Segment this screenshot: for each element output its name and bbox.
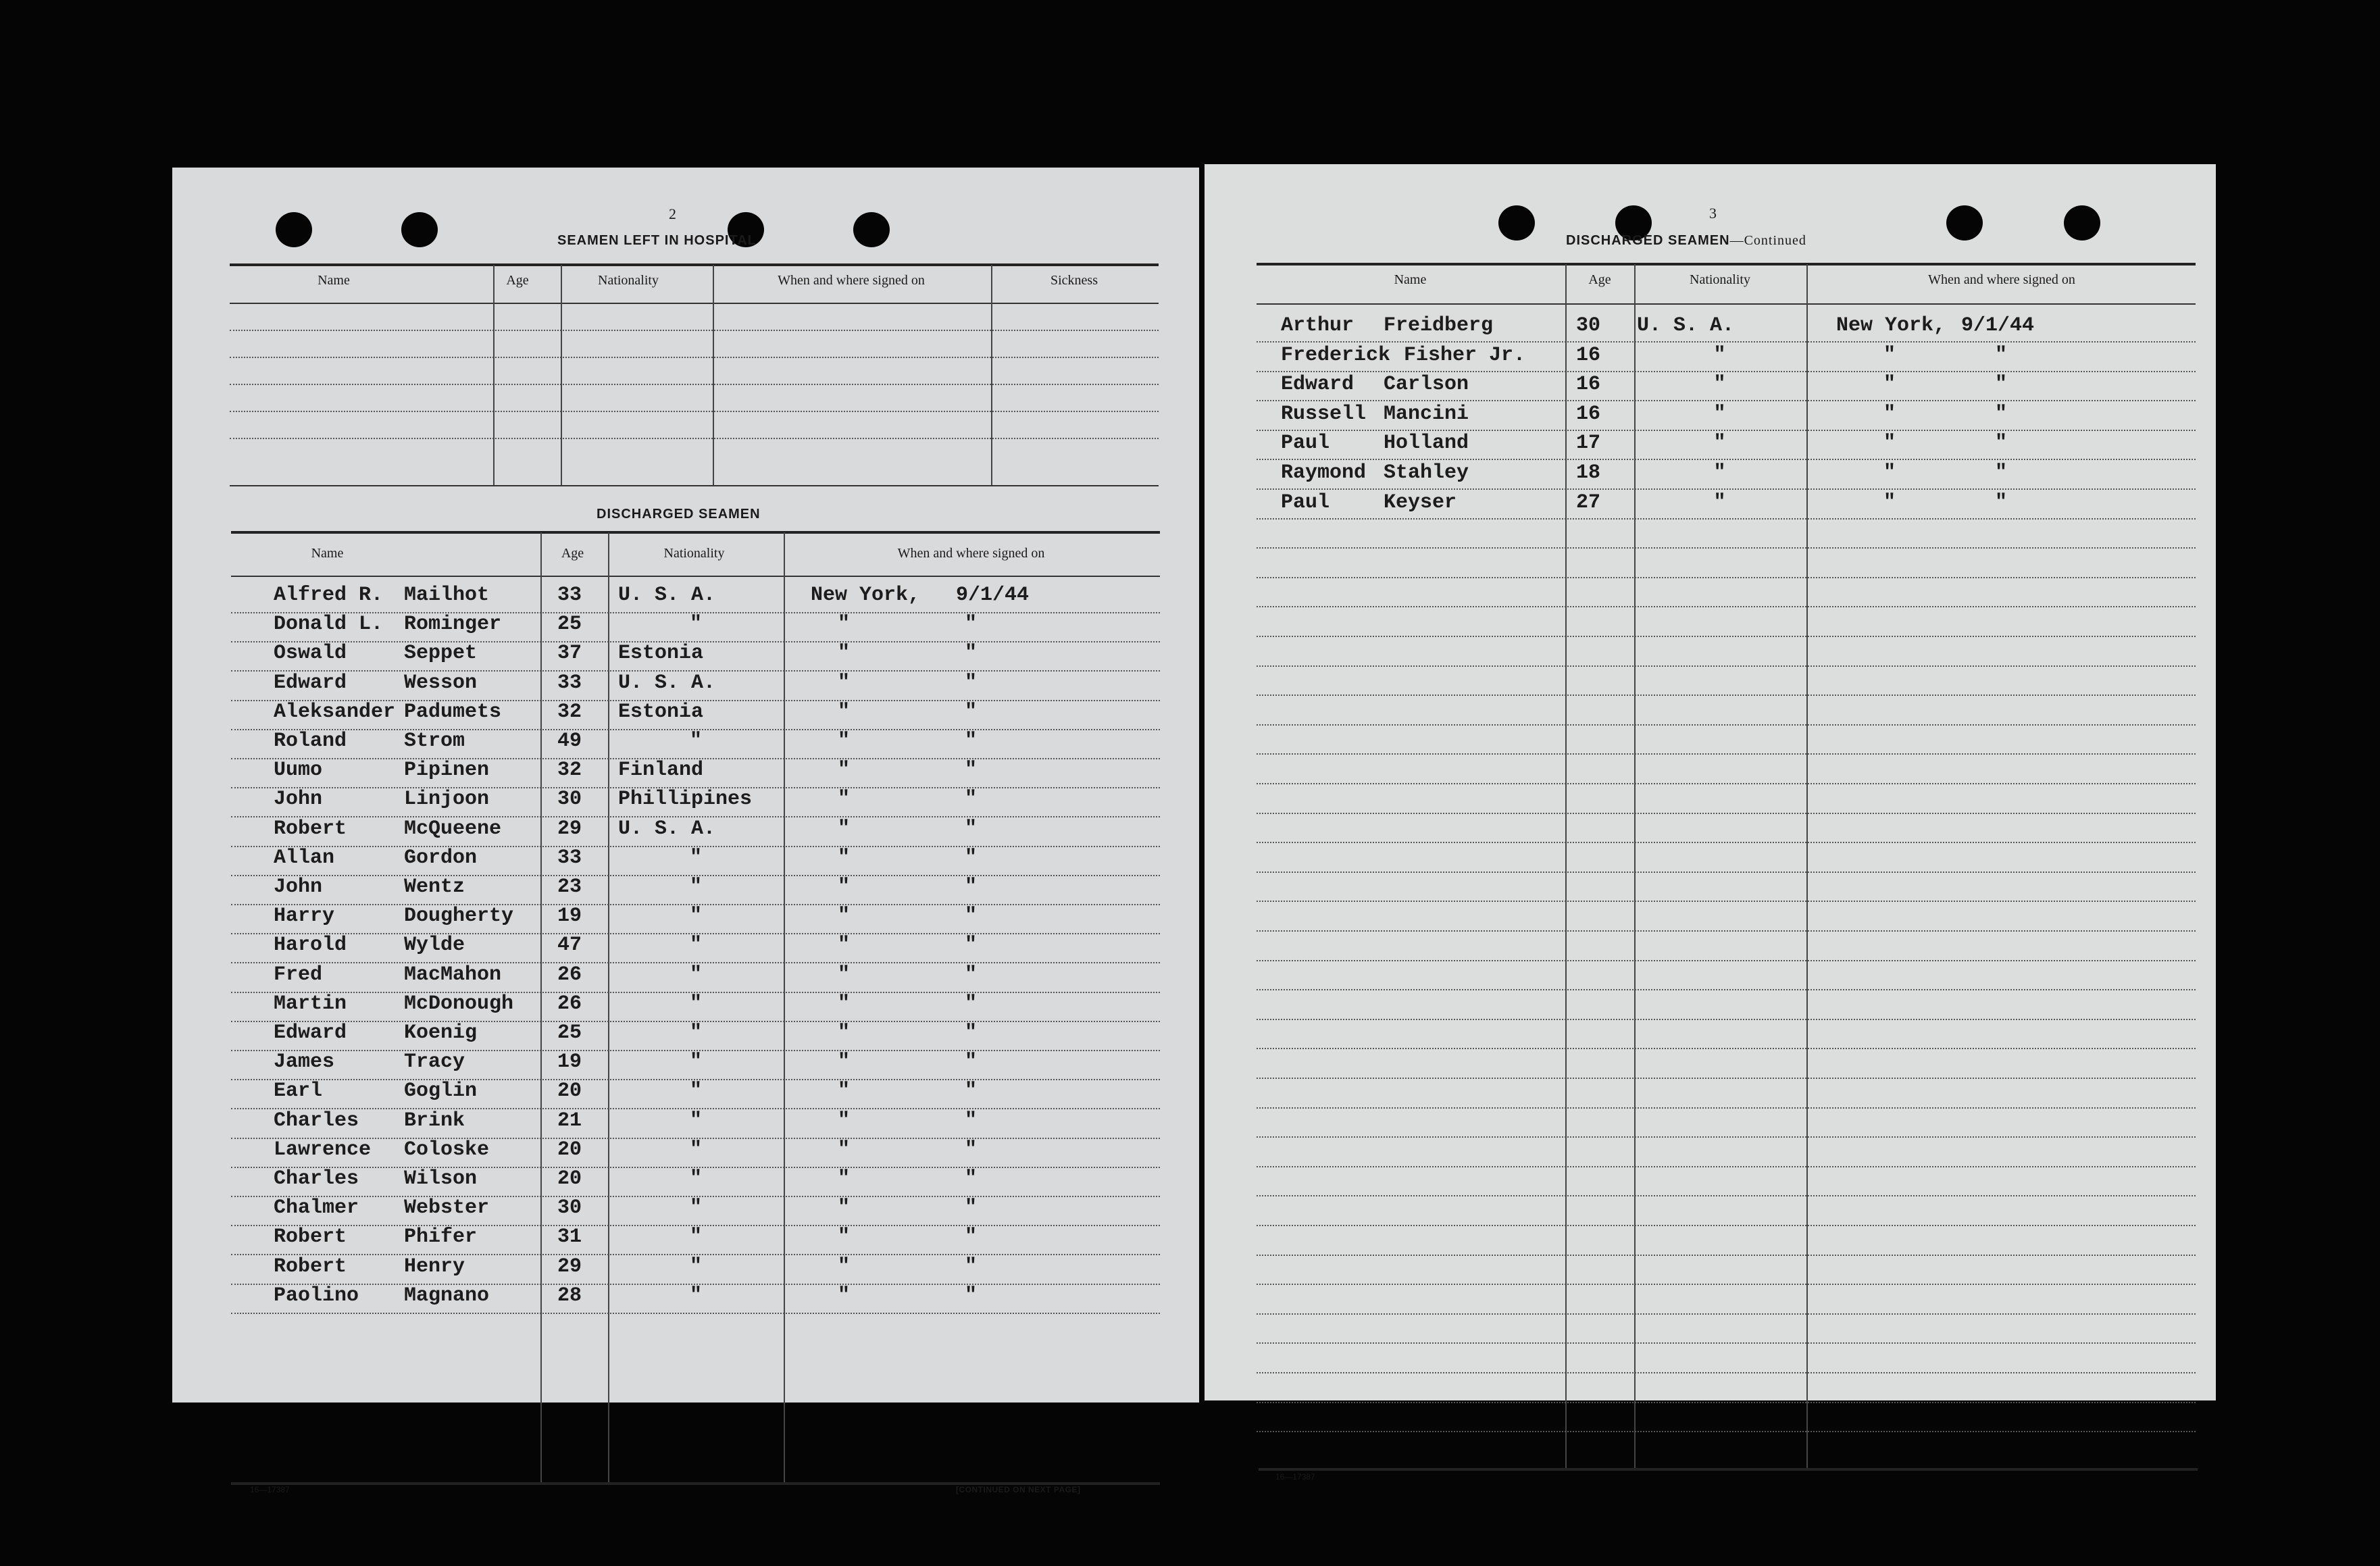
blank-row-line: [230, 384, 1159, 385]
signed-on-date: 9/1/44: [1961, 314, 2035, 337]
seaman-nationality: ": [689, 1284, 702, 1307]
seaman-first-name: Lawrence: [274, 1138, 372, 1161]
seaman-nationality: ": [1713, 343, 1726, 367]
row-line: [231, 1313, 1160, 1314]
seaman-first-name: Paolino: [274, 1284, 359, 1307]
signed-on-place: ": [838, 788, 851, 811]
blank-row-line: [230, 438, 1159, 439]
seaman-first-name: Robert: [274, 1226, 347, 1249]
seaman-first-name: Roland: [274, 730, 347, 753]
signed-on-place: ": [838, 642, 851, 665]
seaman-first-name: Martin: [274, 992, 347, 1015]
page-number: 2: [669, 205, 676, 222]
seaman-last-name: Tracy: [404, 1051, 465, 1074]
signed-on-place: ": [838, 1284, 851, 1307]
seaman-nationality: ": [689, 613, 702, 636]
seaman-last-name: Wylde: [404, 934, 465, 957]
seaman-nationality: ": [1713, 461, 1726, 484]
signed-on-place: ": [838, 1051, 851, 1074]
seaman-last-name: Stahley: [1384, 461, 1469, 484]
header-rule: [230, 303, 1159, 304]
seaman-last-name: Brink: [404, 1109, 465, 1132]
signed-on-place: ": [838, 846, 851, 869]
row-line: [1257, 901, 2196, 902]
row-line: [1257, 1255, 2196, 1256]
blank-row-line: [230, 330, 1159, 331]
signed-on-date: ": [965, 642, 978, 665]
signed-on-place: ": [838, 671, 851, 694]
signed-on-date: ": [965, 1109, 978, 1132]
row-line: [1257, 606, 2196, 607]
seaman-last-name: McDonough: [404, 992, 514, 1015]
signed-on-date: ": [965, 934, 978, 957]
column-divider: [713, 265, 714, 485]
seaman-nationality: ": [689, 1080, 702, 1103]
signed-on-date: ": [965, 730, 978, 753]
seaman-age: 19: [557, 1051, 582, 1074]
row-line: [1257, 842, 2196, 843]
table-bottom-rule: [230, 485, 1159, 486]
seaman-age: 26: [557, 963, 582, 986]
signed-on-place: ": [1883, 343, 1896, 367]
signed-on-date: ": [965, 1138, 978, 1161]
seaman-last-name: Fisher Jr.: [1404, 343, 1526, 367]
seaman-first-name: Robert: [274, 1255, 347, 1278]
row-line: [1257, 1431, 2196, 1432]
col-header-signed-on: When and where signed on: [1928, 272, 2075, 287]
seaman-nationality: ": [689, 1255, 702, 1278]
seaman-last-name: Dougherty: [404, 905, 514, 928]
seaman-age: 32: [557, 700, 582, 724]
seaman-last-name: Rominger: [404, 613, 502, 636]
seaman-last-name: Mailhot: [404, 584, 490, 607]
seaman-last-name: McQueene: [404, 817, 502, 840]
seaman-nationality: ": [1713, 402, 1726, 426]
signed-on-date: ": [965, 1226, 978, 1249]
page-number: 3: [1709, 205, 1717, 222]
discharged-continued-title: [1566, 233, 1806, 249]
signed-on-place: ": [838, 1138, 851, 1161]
seaman-age: 21: [557, 1109, 582, 1132]
seaman-first-name: Raymond: [1281, 461, 1367, 484]
signed-on-date: ": [965, 1021, 978, 1044]
signed-on-date: ": [965, 846, 978, 869]
seaman-first-name: Edward: [274, 671, 347, 694]
punch-hole: [2064, 205, 2100, 241]
seaman-age: 20: [557, 1138, 582, 1161]
seaman-age: 25: [557, 613, 582, 636]
seaman-age: 47: [557, 934, 582, 957]
row-line: [1257, 960, 2196, 961]
seaman-nationality: ": [689, 1138, 702, 1161]
col-header-age: Age: [506, 273, 529, 288]
punch-hole: [853, 212, 890, 247]
col-header-signed-on: When and where signed on: [897, 546, 1045, 561]
signed-on-place: ": [838, 1021, 851, 1044]
seaman-last-name: Wentz: [404, 876, 465, 899]
seaman-last-name: Mancini: [1384, 402, 1469, 426]
row-line: [1257, 1019, 2196, 1020]
seaman-nationality: ": [689, 1021, 702, 1044]
signed-on-place: ": [838, 613, 851, 636]
seaman-age: 26: [557, 992, 582, 1015]
seaman-age: 27: [1576, 490, 1601, 514]
seaman-nationality: Phillipines: [618, 788, 753, 811]
seaman-first-name: Edward: [274, 1021, 347, 1044]
row-line: [1257, 371, 2196, 372]
seaman-last-name: Koenig: [404, 1021, 478, 1044]
seaman-nationality: U. S. A.: [1637, 314, 1735, 337]
seaman-age: 32: [557, 759, 582, 782]
header-rule: [231, 576, 1160, 577]
hospital-section-title: SEAMEN LEFT IN HOSPITAL: [557, 233, 757, 248]
table-top-rule: [1257, 263, 2196, 266]
signed-on-date: ": [1995, 461, 2008, 484]
seaman-last-name: Pipinen: [404, 759, 490, 782]
seaman-last-name: Goglin: [404, 1080, 478, 1103]
signed-on-date: ": [965, 1255, 978, 1278]
signed-on-date: ": [965, 1167, 978, 1190]
punch-hole: [401, 212, 438, 247]
seaman-nationality: ": [689, 1051, 702, 1074]
signed-on-date: 9/1/44: [956, 584, 1030, 607]
signed-on-date: ": [1995, 402, 2008, 426]
punch-hole: [1498, 205, 1535, 241]
column-divider: [784, 532, 785, 1485]
row-line: [1257, 783, 2196, 784]
seaman-first-name: Allan: [274, 846, 335, 869]
column-divider: [493, 265, 495, 485]
seaman-first-name: Uumo: [274, 759, 323, 782]
signed-on-date: ": [965, 700, 978, 724]
row-line: [1257, 872, 2196, 873]
seaman-first-name: Earl: [274, 1080, 323, 1103]
signed-on-date: ": [965, 1080, 978, 1103]
seaman-age: 19: [557, 905, 582, 928]
row-line: [1257, 1048, 2196, 1049]
signed-on-place: ": [838, 730, 851, 753]
seaman-age: 37: [557, 642, 582, 665]
row-line: [1257, 1402, 2196, 1403]
header-rule: [1257, 303, 2196, 305]
seaman-age: 17: [1576, 432, 1601, 455]
seaman-nationality: ": [1713, 490, 1726, 514]
seaman-nationality: Estonia: [618, 642, 704, 665]
signed-on-place: ": [838, 1226, 851, 1249]
signed-on-place: ": [838, 817, 851, 840]
seaman-last-name: Freidberg: [1384, 314, 1494, 337]
signed-on-date: ": [1995, 343, 2008, 367]
column-divider: [608, 532, 609, 1485]
seaman-age: 16: [1576, 343, 1601, 367]
left-page: [172, 168, 1199, 1494]
signed-on-date: ": [1995, 490, 2008, 514]
signed-on-place: ": [838, 1080, 851, 1103]
row-line: [1257, 1225, 2196, 1226]
row-line: [1257, 636, 2196, 637]
seaman-nationality: ": [689, 934, 702, 957]
column-divider: [991, 265, 992, 485]
seaman-age: 30: [557, 1196, 582, 1220]
row-line: [1257, 1342, 2196, 1344]
row-line: [1257, 665, 2196, 667]
signed-on-place: ": [838, 700, 851, 724]
form-number: 16—17387: [250, 1485, 290, 1494]
signed-on-place: ": [838, 759, 851, 782]
column-divider: [561, 265, 562, 485]
seaman-nationality: ": [1713, 373, 1726, 397]
seaman-last-name: Wilson: [404, 1167, 478, 1190]
seaman-age: 18: [1576, 461, 1601, 484]
seaman-nationality: ": [1713, 432, 1726, 455]
seaman-first-name: Oswald: [274, 642, 347, 665]
row-line: [1257, 930, 2196, 932]
seaman-last-name: Padumets: [404, 700, 502, 724]
signed-on-place: ": [838, 1167, 851, 1190]
row-line: [1257, 1195, 2196, 1196]
col-header-nationality: Nationality: [598, 273, 659, 288]
row-line: [1257, 341, 2196, 343]
blank-row-line: [230, 357, 1159, 358]
seaman-nationality: U. S. A.: [618, 671, 716, 694]
seaman-nationality: ": [689, 846, 702, 869]
signed-on-date: ": [1995, 373, 2008, 397]
seaman-age: 33: [557, 671, 582, 694]
seaman-nationality: ": [689, 876, 702, 899]
table-top-rule: [231, 531, 1160, 534]
seaman-first-name: Charles: [274, 1109, 359, 1132]
row-line: [1257, 1136, 2196, 1138]
seaman-first-name: John: [274, 876, 323, 899]
seaman-first-name: Chalmer: [274, 1196, 359, 1220]
seaman-first-name: Donald L.: [274, 613, 384, 636]
col-header-nationality: Nationality: [663, 546, 725, 561]
signed-on-place: ": [838, 876, 851, 899]
seaman-first-name: Alfred R.: [274, 584, 384, 607]
seaman-age: 25: [557, 1021, 582, 1044]
signed-on-place: ": [1883, 432, 1896, 455]
row-line: [1257, 1078, 2196, 1079]
seaman-last-name: MacMahon: [404, 963, 502, 986]
seaman-first-name: Harry: [274, 905, 335, 928]
table-top-rule: [230, 263, 1159, 266]
signed-on-place: ": [838, 992, 851, 1015]
seaman-last-name: Webster: [404, 1196, 490, 1220]
seaman-age: 29: [557, 1255, 582, 1278]
signed-on-place: ": [1883, 490, 1896, 514]
seaman-age: 31: [557, 1226, 582, 1249]
seaman-nationality: ": [689, 1226, 702, 1249]
seaman-age: 49: [557, 730, 582, 753]
signed-on-date: ": [1995, 432, 2008, 455]
punch-hole: [1946, 205, 1983, 241]
signed-on-place: ": [1883, 402, 1896, 426]
signed-on-place: ": [838, 1196, 851, 1220]
signed-on-date: ": [965, 905, 978, 928]
row-line: [1257, 1284, 2196, 1285]
row-line: [1257, 518, 2196, 520]
seaman-first-name: Frederick: [1281, 343, 1391, 367]
signed-on-place: ": [838, 905, 851, 928]
seaman-age: 23: [557, 876, 582, 899]
col-header-name: Name: [1394, 272, 1427, 287]
seaman-first-name: Paul: [1281, 490, 1330, 514]
col-header-name: Name: [311, 546, 344, 561]
row-line: [1257, 1372, 2196, 1373]
seaman-last-name: Coloske: [404, 1138, 490, 1161]
signed-on-place: New York,: [1836, 314, 1946, 337]
row-line: [1257, 577, 2196, 578]
column-divider: [1634, 264, 1636, 1470]
seaman-nationality: ": [689, 730, 702, 753]
seaman-first-name: Charles: [274, 1167, 359, 1190]
punch-hole: [276, 212, 312, 247]
seaman-last-name: Carlson: [1384, 373, 1469, 397]
seaman-age: 20: [557, 1080, 582, 1103]
seaman-first-name: Arthur: [1281, 314, 1354, 337]
row-line: [1257, 547, 2196, 549]
col-header-signed-on: When and where signed on: [778, 273, 925, 288]
title-suffix: —Continued: [1729, 233, 1806, 248]
seaman-first-name: Harold: [274, 934, 347, 957]
row-line: [1257, 400, 2196, 401]
seaman-nationality: ": [689, 905, 702, 928]
signed-on-date: ": [965, 1051, 978, 1074]
blank-row-line: [230, 411, 1159, 412]
seaman-last-name: Strom: [404, 730, 465, 753]
signed-on-date: ": [965, 963, 978, 986]
signed-on-date: ": [965, 992, 978, 1015]
signed-on-date: ": [965, 788, 978, 811]
seaman-first-name: James: [274, 1051, 335, 1074]
seaman-first-name: Edward: [1281, 373, 1354, 397]
seaman-nationality: U. S. A.: [618, 817, 716, 840]
column-divider: [1565, 264, 1567, 1470]
seaman-last-name: Phifer: [404, 1226, 478, 1249]
row-line: [1257, 724, 2196, 726]
seaman-age: 28: [557, 1284, 582, 1307]
row-line: [1257, 1166, 2196, 1167]
seaman-last-name: Keyser: [1384, 490, 1457, 514]
seaman-first-name: Robert: [274, 817, 347, 840]
seaman-nationality: Estonia: [618, 700, 704, 724]
seaman-age: 20: [557, 1167, 582, 1190]
row-line: [1257, 813, 2196, 814]
signed-on-date: ": [965, 1196, 978, 1220]
right-page: [1205, 164, 2216, 1482]
signed-on-date: ": [965, 759, 978, 782]
seaman-first-name: Paul: [1281, 432, 1330, 455]
seaman-last-name: Holland: [1384, 432, 1469, 455]
seaman-last-name: Seppet: [404, 642, 478, 665]
seaman-last-name: Gordon: [404, 846, 478, 869]
title-main: DISCHARGED SEAMEN: [1566, 233, 1730, 248]
signed-on-place: ": [1883, 373, 1896, 397]
col-header-age: Age: [561, 546, 584, 561]
signed-on-date: ": [965, 817, 978, 840]
seaman-nationality: ": [689, 963, 702, 986]
seaman-age: 33: [557, 846, 582, 869]
seaman-last-name: Magnano: [404, 1284, 490, 1307]
seaman-first-name: Russell: [1281, 402, 1367, 426]
signed-on-place: ": [838, 963, 851, 986]
row-line: [1257, 1107, 2196, 1109]
seaman-age: 16: [1576, 402, 1601, 426]
row-line: [1257, 989, 2196, 990]
row-line: [1257, 459, 2196, 460]
column-divider: [1806, 264, 1808, 1470]
signed-on-place: ": [838, 1255, 851, 1278]
signed-on-place: ": [1883, 461, 1896, 484]
seaman-age: 30: [1576, 314, 1601, 337]
seaman-first-name: Fred: [274, 963, 323, 986]
signed-on-place: ": [838, 1109, 851, 1132]
signed-on-place: New York,: [811, 584, 921, 607]
seaman-nationality: U. S. A.: [618, 584, 716, 607]
seaman-nationality: Finland: [618, 759, 704, 782]
signed-on-date: ": [965, 876, 978, 899]
signed-on-date: ": [965, 1284, 978, 1307]
seaman-last-name: Wesson: [404, 671, 478, 694]
signed-on-date: ": [965, 671, 978, 694]
seaman-nationality: ": [689, 1167, 702, 1190]
row-line: [1257, 1313, 2196, 1315]
seaman-first-name: Aleksander: [274, 700, 396, 724]
seaman-nationality: ": [689, 1196, 702, 1220]
seaman-age: 29: [557, 817, 582, 840]
row-line: [1257, 430, 2196, 431]
seaman-nationality: ": [689, 1109, 702, 1132]
col-header-age: Age: [1588, 272, 1611, 287]
column-divider: [540, 532, 542, 1485]
seaman-first-name: John: [274, 788, 323, 811]
discharged-section-title: DISCHARGED SEAMEN: [597, 507, 761, 522]
seaman-age: 33: [557, 584, 582, 607]
continued-note: [CONTINUED ON NEXT PAGE]: [956, 1485, 1081, 1494]
form-number: 16—17387: [1275, 1472, 1315, 1482]
col-header-name: Name: [318, 273, 350, 288]
seaman-age: 30: [557, 788, 582, 811]
col-header-sickness: Sickness: [1050, 273, 1098, 288]
table-bottom-rule: [1259, 1468, 2198, 1471]
col-header-nationality: Nationality: [1690, 272, 1750, 287]
row-line: [1257, 753, 2196, 755]
seaman-last-name: Henry: [404, 1255, 465, 1278]
seaman-last-name: Linjoon: [404, 788, 490, 811]
seaman-nationality: ": [689, 992, 702, 1015]
signed-on-date: ": [965, 613, 978, 636]
seaman-age: 16: [1576, 373, 1601, 397]
signed-on-place: ": [838, 934, 851, 957]
row-line: [1257, 488, 2196, 490]
row-line: [1257, 694, 2196, 696]
